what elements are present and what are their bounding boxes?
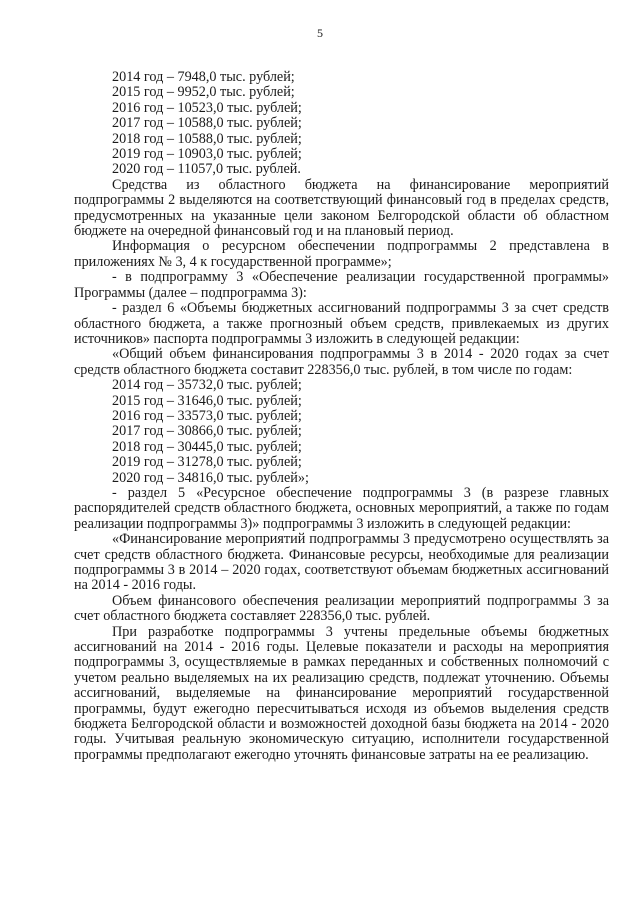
year-line: 2015 год – 31646,0 тыс. рублей;	[112, 392, 302, 409]
paragraph: Средства из областного бюджета на финансирование мероприятий подпрограммы 2 выделяются на соответствующий финансовый год в пределах средств, предусмотренных на указанные цели законом Белгородской области об областном бюджете на очередной финансовый год и на плановый период.	[74, 176, 609, 240]
year-line: 2019 год – 31278,0 тыс. рублей;	[112, 454, 302, 471]
year-line: 2017 год – 30866,0 тыс. рублей;	[112, 423, 302, 440]
paragraph: Объем финансового обеспечения реализации мероприятий подпрограммы 3 за счет областного бюджета составляет 228356,0 тыс. рублей.	[74, 592, 609, 625]
paragraph: - в подпрограмму 3 «Обеспечение реализации государственной программы» Программы (далее – подпрограмма 3):	[74, 269, 609, 301]
paragraph: - раздел 6 «Объемы бюджетных ассигнований подпрограммы 3 за счет средств областного бюджета, а также прогнозный объем средств, привлекаемых из других источников» паспорта подпрограммы 3 изложить в следующей редакции:	[74, 300, 609, 347]
page-number: 5	[317, 26, 323, 40]
year-line: 2016 год – 10523,0 тыс. рублей;	[112, 99, 302, 116]
year-line: 2020 год – 11057,0 тыс. рублей.	[112, 161, 301, 178]
year-line: 2018 год – 10588,0 тыс. рублей;	[112, 130, 302, 147]
year-line: 2020 год – 34816,0 тыс. рублей»;	[112, 469, 309, 486]
document-body	[74, 70, 609, 763]
year-line: 2017 год – 10588,0 тыс. рублей;	[112, 115, 302, 132]
paragraph: Информация о ресурсном обеспечении подпрограммы 2 представлена в приложениях № 3, 4 к государственной программе»;	[74, 238, 609, 270]
year-line: 2019 год – 10903,0 тыс. рублей;	[112, 146, 302, 163]
year-line: 2015 год – 9952,0 тыс. рублей;	[112, 84, 295, 101]
year-line: 2018 год – 30445,0 тыс. рублей;	[112, 438, 302, 455]
paragraph: При разработке подпрограммы 3 учтены предельные объемы бюджетных ассигнований на 2014 - 2016 годы. Целевые показатели и расходы на мероприятия подпрограммы 3, осуществляемые в рамках переданных и собственных полномочий с учетом реально выделяемых на их реализацию средств, подлежат уточнению. Объемы ассигнований, выделяемые на финансирование мероприятий государственной программы, будут ежегодно пересчитываться исходя из объемов выделения средств бюджета Белгородской области и возможностей доходной базы бюджета на 2014 - 2020 годы. Учитывая реальную экономическую ситуацию, исполнители государственной программы предполагают ежегодно уточнять финансовые затраты на ее реализацию.	[74, 623, 609, 763]
year-line: 2016 год – 33573,0 тыс. рублей;	[112, 407, 302, 424]
year-line: 2014 год – 7948,0 тыс. рублей;	[112, 69, 295, 85]
year-line: 2014 год – 35732,0 тыс. рублей;	[112, 377, 302, 394]
paragraph: «Общий объем финансирования подпрограммы 3 в 2014 - 2020 годах за счет средств областного бюджета составит 228356,0 тыс. рублей, в том числе по годам:	[74, 346, 609, 378]
paragraph: «Финансирование мероприятий подпрограммы 3 предусмотрено осуществлять за счет средств областного бюджета. Финансовые ресурсы, необходимые для реализации подпрограммы 3 в 2014 – 2020 годах, соответствуют объемам бюджетных ассигнований на 2014 - 2016 годы.	[74, 531, 609, 594]
paragraph: - раздел 5 «Ресурсное обеспечение подпрограммы 3 (в разрезе главных распорядителей средств областного бюджета, основных мероприятий, а также по годам реализации подпрограммы 3)» подпрограммы 3 изложить в следующей редакции:	[74, 484, 609, 532]
